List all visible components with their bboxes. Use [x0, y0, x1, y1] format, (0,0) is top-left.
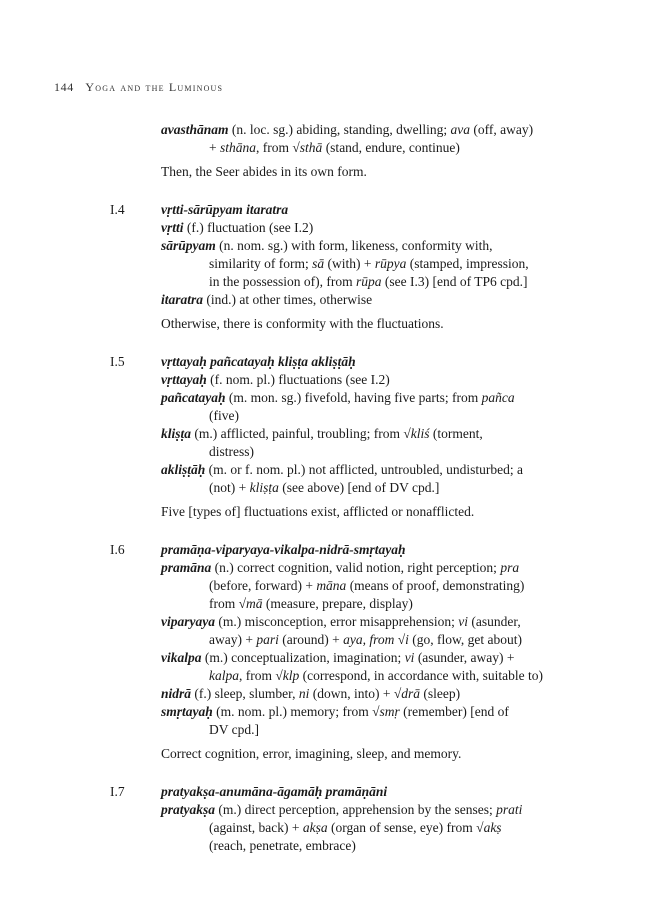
gloss-continuation [0, 479, 650, 497]
gloss-text: from √ [209, 596, 247, 611]
gloss-entry [0, 703, 650, 721]
gloss-entry [0, 291, 650, 309]
gloss-text: (see above) [end of DV cpd.] [278, 480, 440, 495]
gloss-text: (organ of sense, eye) from √ [327, 820, 484, 835]
gloss-text: (five) [209, 408, 239, 423]
italic-term: smṛ [379, 704, 400, 719]
gloss-continuation [0, 631, 650, 649]
gloss-text: (down, into) + √ [309, 686, 402, 701]
gloss-text: , from √ [256, 140, 300, 155]
gloss-entry [0, 389, 650, 407]
gloss-text: (f. nom. pl.) fluctuations (see I.2) [206, 372, 390, 387]
gloss-continuation [0, 819, 650, 837]
gloss-text: (before, forward) + [209, 578, 317, 593]
gloss-text: (m.) misconception, error misapprehension; [214, 614, 459, 629]
gloss-text: (torment, [429, 426, 483, 441]
gloss-text: vṛtti-sārūpyam itaratra [161, 202, 289, 217]
gloss-text: distress) [209, 444, 254, 459]
gloss-entry [0, 801, 650, 819]
gloss-continuation [0, 577, 650, 595]
gloss-text: (off, away) [470, 122, 534, 137]
sutra-heading [0, 541, 650, 559]
gloss-text: (around) + [278, 632, 344, 647]
gloss-text: + [209, 140, 220, 155]
gloss-entry [0, 121, 650, 139]
headword: viparyaya [161, 614, 215, 629]
gloss-continuation [0, 443, 650, 461]
italic-term: rūpa [355, 274, 382, 289]
gloss-text: (means of proof, demonstrating) [346, 578, 525, 593]
gloss-continuation [0, 837, 650, 855]
italic-term: ni [298, 686, 310, 701]
gloss-text: (n. nom. sg.) with form, likeness, conformity with, [215, 238, 493, 253]
gloss-text: , from √ [239, 668, 283, 683]
gloss-entry [0, 219, 650, 237]
italic-term: pari [256, 632, 279, 647]
headword: smṛtayaḥ [161, 704, 213, 719]
italic-term: pañca [481, 390, 515, 405]
gloss-text: (sleep) [420, 686, 461, 701]
gloss-text: pratyakṣa-anumāna-āgamāḥ pramāṇāni [161, 784, 388, 799]
italic-term: māna [316, 578, 347, 593]
gloss-text: √ [394, 632, 406, 647]
gloss-entry [0, 371, 650, 389]
italic-term: sā [312, 256, 325, 271]
gloss-text: (n. loc. sg.) abiding, standing, dwelling; [228, 122, 451, 137]
italic-term: akṣa [302, 820, 328, 835]
gloss-text: (stand, endure, continue) [322, 140, 460, 155]
gloss-text: (m. or f. nom. pl.) not afflicted, untroubled, undisturbed; a [205, 462, 523, 477]
translation-line [0, 315, 650, 333]
gloss-text: (m. nom. pl.) memory; from √ [212, 704, 380, 719]
gloss-entry [0, 559, 650, 577]
gloss-text: (correspond, in accordance with, suitable to) [299, 668, 543, 683]
gloss-text: DV cpd.] [209, 722, 259, 737]
italic-term: vi [458, 614, 469, 629]
gloss-continuation [0, 667, 650, 685]
headword: vṛttayaḥ [161, 372, 207, 387]
italic-term: vi [404, 650, 415, 665]
headword: vṛtti [161, 220, 184, 235]
translation-line [0, 745, 650, 763]
italic-term: i [405, 632, 409, 647]
headword: avasthānam [161, 122, 229, 137]
gloss-text: away) + [209, 632, 257, 647]
translation-line [0, 163, 650, 181]
italic-term: drā [401, 686, 420, 701]
italic-term: kliṣṭa [249, 480, 279, 495]
gloss-entry [0, 613, 650, 631]
italic-term: akṣ [483, 820, 502, 835]
italic-term: aya, from [343, 632, 395, 647]
gloss-text: (f.) fluctuation (see I.2) [183, 220, 314, 235]
gloss-text: (measure, prepare, display) [262, 596, 413, 611]
gloss-continuation [0, 721, 650, 739]
gloss-entry [0, 237, 650, 255]
italic-term: prati [496, 802, 523, 817]
gloss-text: Then, the Seer abides in its own form. [161, 164, 367, 179]
gloss-text: (ind.) at other times, otherwise [203, 292, 373, 307]
headword: itaratra [161, 292, 204, 307]
gloss-text: pramāṇa-viparyaya-vikalpa-nidrā-smṛtayaḥ [161, 542, 406, 557]
gloss-entry [0, 461, 650, 479]
sutra-heading [0, 353, 650, 371]
gloss-continuation [0, 273, 650, 291]
italic-term: klp [282, 668, 300, 683]
gloss-text: (with) + [324, 256, 375, 271]
italic-term: kliś [410, 426, 430, 441]
translation-line [0, 503, 650, 521]
gloss-text: Five [types of] fluctuations exist, afflicted or nonafflicted. [161, 504, 475, 519]
italic-term: ava [450, 122, 470, 137]
gloss-text: (remember) [end of [399, 704, 509, 719]
headword: kliṣṭa [161, 426, 192, 441]
gloss-text: (go, flow, get about) [408, 632, 522, 647]
gloss-entry [0, 425, 650, 443]
sutra-number: I.5 [110, 354, 125, 369]
italic-term: kalpa [209, 668, 239, 683]
italic-term: sthāna [220, 140, 257, 155]
gloss-entry [0, 685, 650, 703]
gloss-continuation [0, 255, 650, 273]
gloss-text: (asunder, away) + [414, 650, 515, 665]
sutra-heading [0, 783, 650, 801]
gloss-text: vṛttayaḥ pañcatayaḥ kliṣṭa akliṣṭāḥ [161, 354, 356, 369]
italic-term: pra [500, 560, 520, 575]
gloss-text: (n.) correct cognition, valid notion, right perception; [211, 560, 501, 575]
headword: nidrā [161, 686, 192, 701]
gloss-text: (m.) direct perception, apprehension by the senses; [215, 802, 497, 817]
gloss-continuation [0, 595, 650, 613]
gloss-text: Otherwise, there is conformity with the fluctuations. [161, 316, 444, 331]
gloss-text: (asunder, [468, 614, 521, 629]
gloss-entry [0, 649, 650, 667]
running-title: Yoga and the Luminous [85, 80, 224, 94]
headword: pañcatayaḥ [161, 390, 226, 405]
headword: pramāna [161, 560, 212, 575]
sutra-number: I.4 [110, 202, 125, 217]
gloss-text: similarity of form; [209, 256, 313, 271]
page-number: 144 [54, 80, 74, 94]
gloss-text: (reach, penetrate, embrace) [209, 838, 356, 853]
gloss-text: (not) + [209, 480, 250, 495]
gloss-text: (see I.3) [end of TP6 cpd.] [381, 274, 528, 289]
gloss-text: (f.) sleep, slumber, [191, 686, 299, 701]
running-head [54, 80, 223, 95]
gloss-text: (m.) conceptualization, imagination; [201, 650, 405, 665]
gloss-text: (against, back) + [209, 820, 303, 835]
gloss-continuation [0, 407, 650, 425]
gloss-text: (m. mon. sg.) fivefold, having five parts; from [225, 390, 482, 405]
headword: akliṣṭāḥ [161, 462, 206, 477]
sutra-number: I.6 [110, 542, 125, 557]
gloss-text: (stamped, impression, [406, 256, 529, 271]
headword: vikalpa [161, 650, 202, 665]
italic-term: mā [246, 596, 263, 611]
italic-term: rūpya [374, 256, 407, 271]
gloss-text: (m.) afflicted, painful, troubling; from √ [191, 426, 411, 441]
headword: pratyakṣa [161, 802, 215, 817]
sutra-number: I.7 [110, 784, 125, 799]
gloss-text: Correct cognition, error, imagining, sleep, and memory. [161, 746, 462, 761]
headword: sārūpyam [161, 238, 216, 253]
italic-term: sthā [299, 140, 323, 155]
gloss-text: in the possession of), from [209, 274, 356, 289]
gloss-continuation [0, 139, 650, 157]
sutra-heading [0, 201, 650, 219]
glossary-content [0, 121, 650, 855]
